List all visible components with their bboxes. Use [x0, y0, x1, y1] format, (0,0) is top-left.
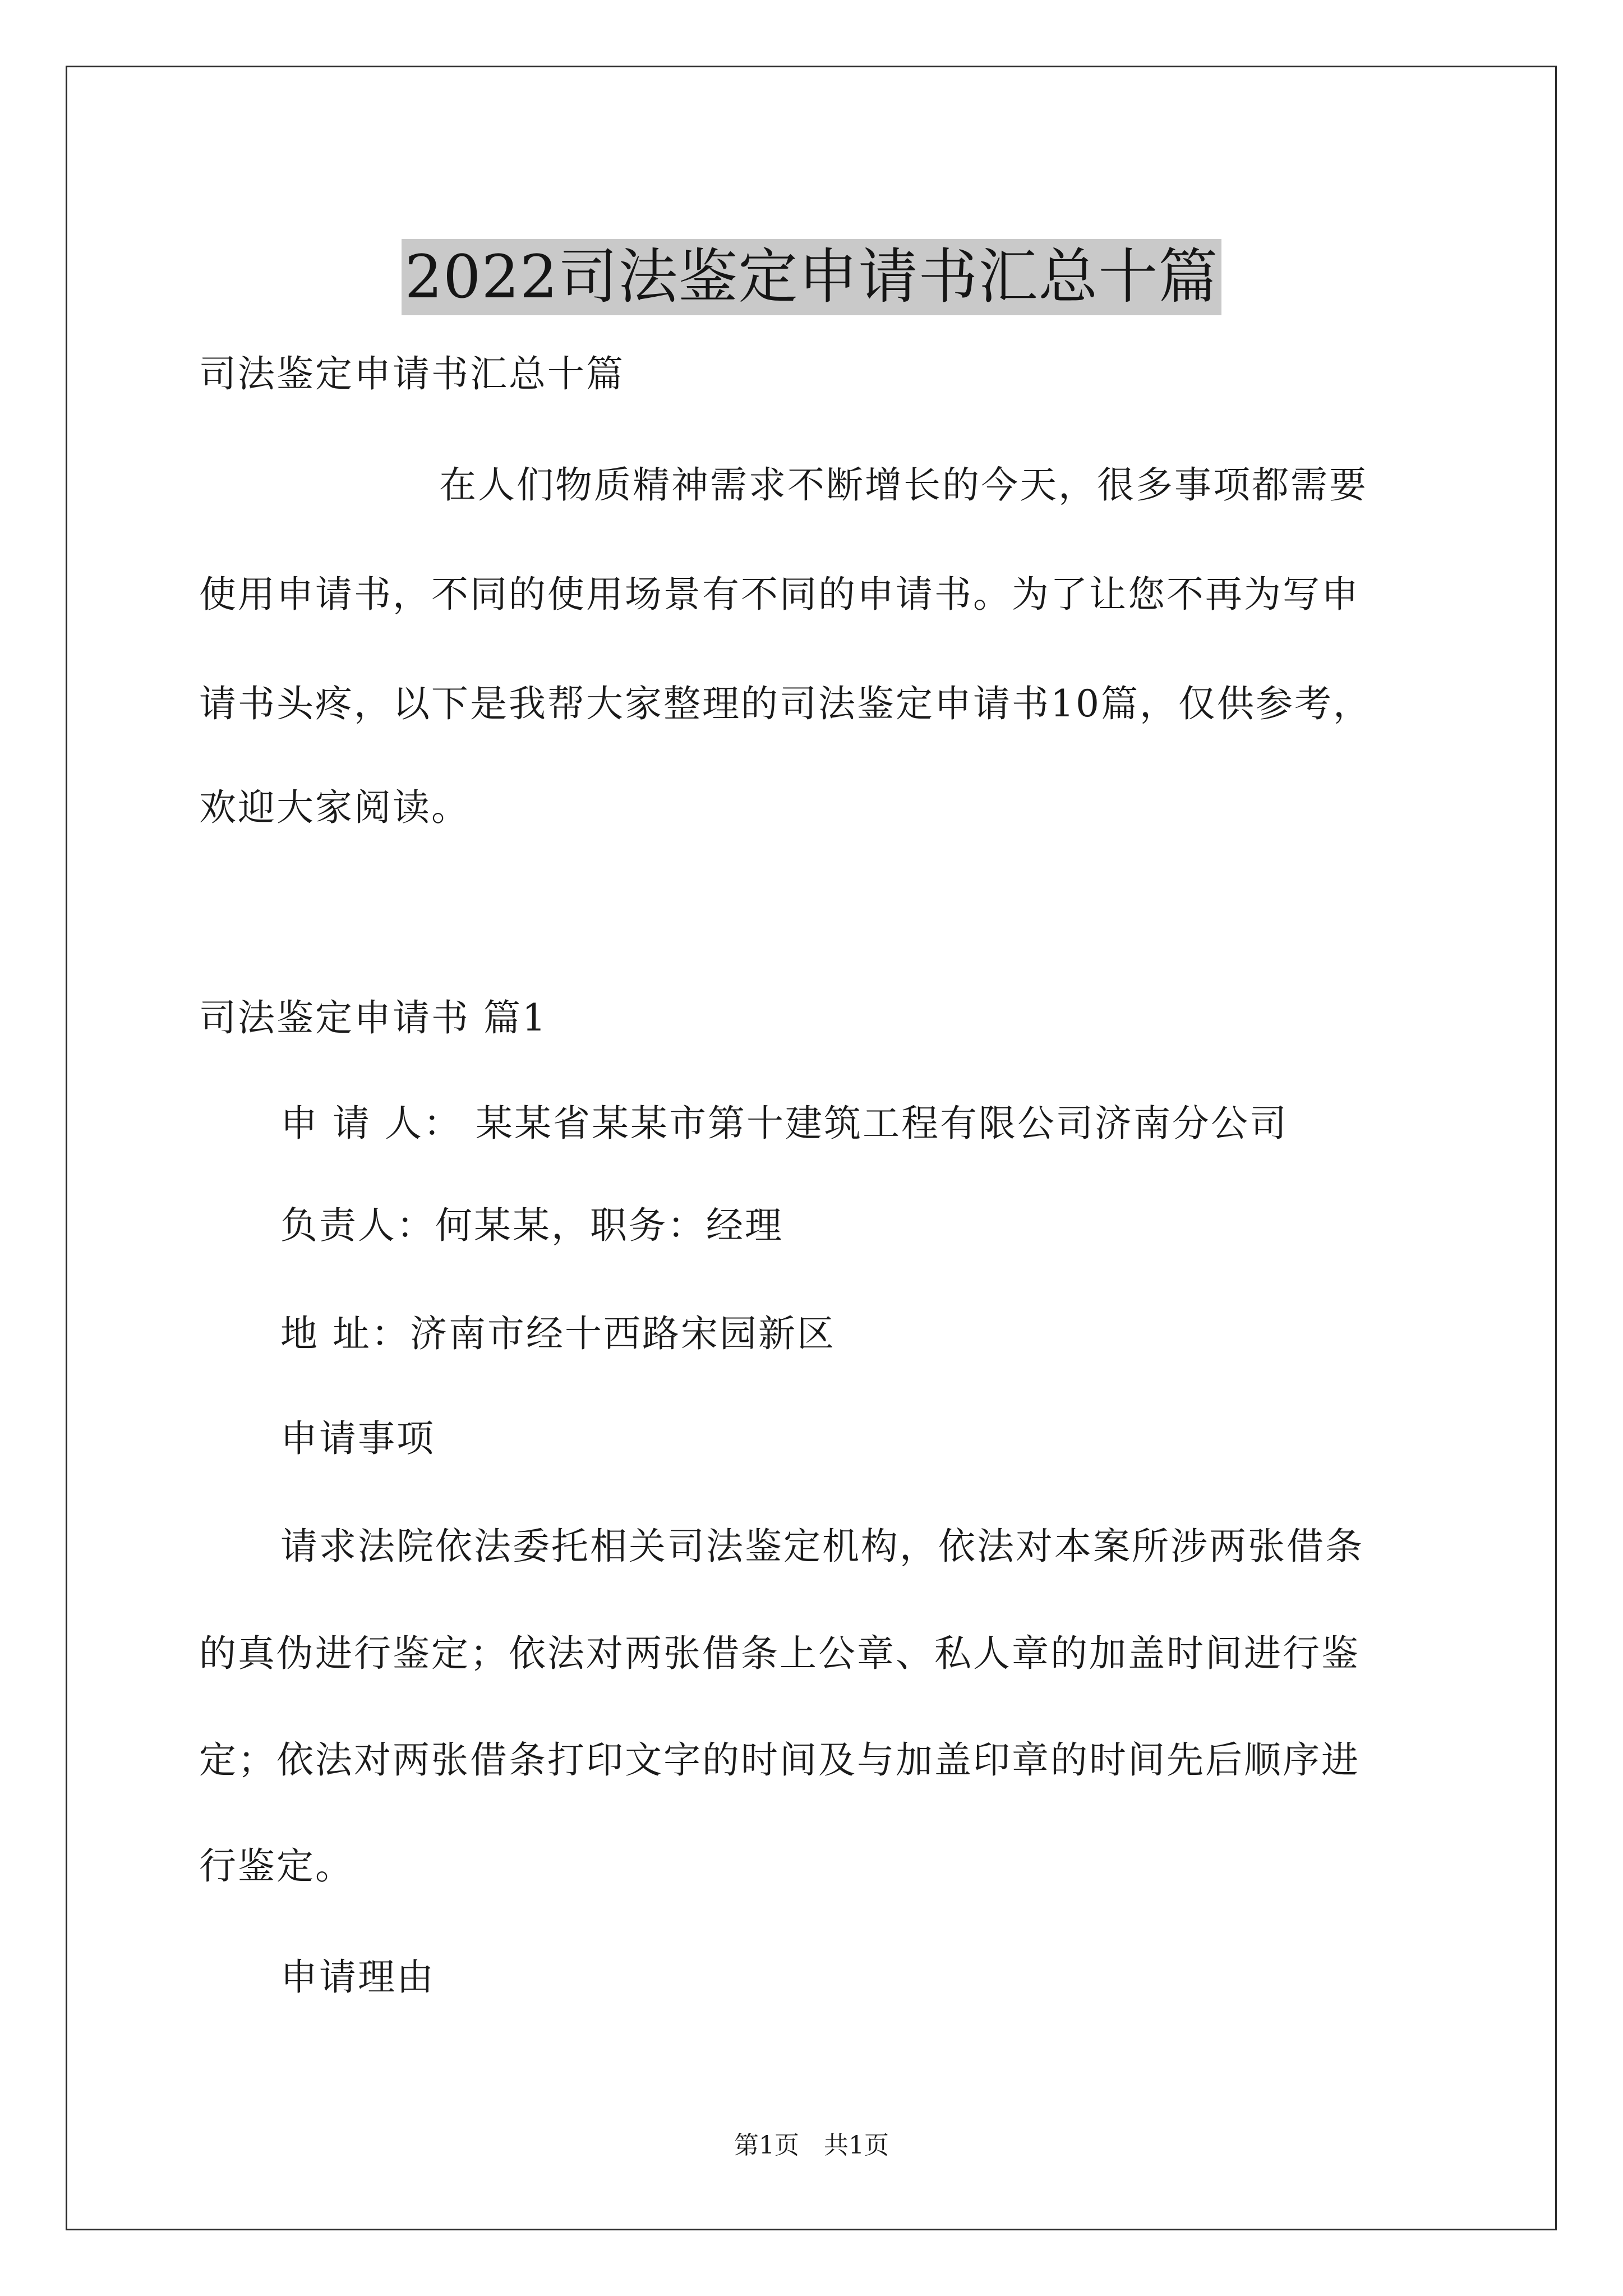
address-line: 地 址：济南市经十西路宋园新区 [280, 1312, 836, 1355]
document-title: 2022司法鉴定申请书汇总十篇 [402, 239, 1222, 315]
applicant-line: 申 请 人： 某某省某某市第十建筑工程有限公司济南分公司 [280, 1102, 1288, 1145]
matters-heading: 申请事项 [280, 1417, 435, 1460]
responsible-line: 负责人：何某某，职务：经理 [280, 1204, 783, 1247]
matters-line-4: 行鉴定。 [199, 1844, 354, 1888]
title-block [0, 199, 1623, 355]
matters-line-1: 请求法院依法委托相关司法鉴定机构，依法对本案所涉两张借条 [280, 1525, 1364, 1568]
intro-line-3: 请书头疼，以下是我帮大家整理的司法鉴定申请书10篇，仅供参考， [199, 682, 1372, 725]
intro-line-1: 在人们物质精神需求不断增长的今天，很多事项都需要 [439, 463, 1368, 507]
reasons-heading: 申请理由 [280, 1955, 435, 1999]
document-subtitle: 司法鉴定申请书汇总十篇 [199, 352, 625, 395]
section-heading: 司法鉴定申请书 篇1 [199, 996, 547, 1039]
intro-line-4: 欢迎大家阅读。 [199, 786, 470, 829]
page-footer: 第1页 共1页 [734, 2131, 889, 2160]
matters-line-3: 定；依法对两张借条打印文字的时间及与加盖印章的时间先后顺序进 [199, 1738, 1360, 1782]
matters-line-2: 的真伪进行鉴定；依法对两张借条上公章、私人章的加盖时间进行鉴 [199, 1632, 1360, 1675]
intro-line-2: 使用申请书，不同的使用场景有不同的申请书。为了让您不再为写申 [199, 573, 1360, 616]
